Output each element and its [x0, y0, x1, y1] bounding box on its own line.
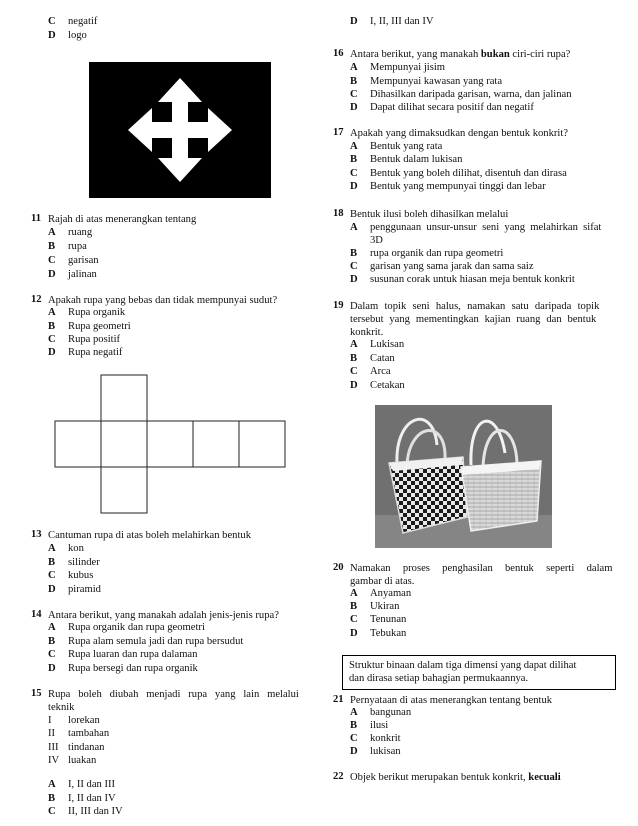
question-text: Cantuman rupa di atas boleh melahirkan bentuk	[48, 530, 251, 541]
option-letter: A	[48, 779, 56, 790]
option-letter: B	[48, 241, 56, 252]
statement-line: dan dirasa setiap bahagian permukaannya.	[349, 673, 529, 684]
option-letter: C	[48, 16, 56, 27]
option-letter: B	[350, 248, 358, 259]
option-letter: B	[350, 601, 358, 612]
option-letter: B	[350, 154, 358, 165]
option-letter: C	[350, 614, 358, 625]
option-letter: D	[350, 16, 358, 27]
option-text: Catan	[370, 353, 395, 364]
option-letter: B	[48, 793, 56, 804]
option-text: lukisan	[370, 746, 401, 757]
option-text: penggunaan unsur-unsur seni yang melahirkan sifat	[370, 222, 602, 233]
woven-baskets-photo	[375, 405, 552, 548]
option-letter: C	[350, 261, 358, 272]
option-text: Cetakan	[370, 380, 405, 391]
option-letter: D	[48, 584, 56, 595]
option-letter: D	[350, 380, 358, 391]
option-letter: B	[48, 321, 56, 332]
cube-net-diagram	[54, 374, 286, 514]
option-text: Bentuk yang mempunyai tinggi dan lebar	[370, 181, 546, 192]
question-text: Bentuk ilusi boleh dihasilkan melalui	[350, 209, 509, 220]
option-text: Mempunyai kawasan yang rata	[370, 76, 503, 87]
option-text: Rupa organik dan rupa geometri	[68, 622, 205, 633]
question-number: 12	[31, 294, 42, 305]
option-letter: A	[48, 307, 56, 318]
option-letter: B	[350, 720, 358, 731]
option-text: jalinan	[68, 269, 97, 280]
option-text: garisan	[68, 255, 99, 266]
option-text: I, II dan IV	[68, 793, 116, 804]
option-text: Ukiran	[370, 601, 400, 612]
question-number: 11	[31, 213, 42, 224]
option-text: Rupa positif	[68, 334, 121, 345]
option-letter: C	[48, 806, 56, 817]
roman-numeral: III	[48, 742, 59, 753]
option-text: I, II, III dan IV	[370, 16, 434, 27]
option-letter: A	[350, 62, 358, 73]
question-text: Rupa boleh diubah menjadi rupa yang lain melalui	[48, 689, 299, 700]
statement-box	[342, 655, 616, 690]
option-letter: D	[48, 347, 56, 358]
option-letter: A	[350, 222, 358, 233]
option-text: Dapat dilihat secara positif dan negatif	[370, 102, 534, 113]
option-text: konkrit	[370, 733, 401, 744]
question-text: Objek berikut merupakan bentuk konkrit, kecuali	[350, 772, 561, 783]
option-letter: D	[350, 746, 358, 757]
option-letter: C	[350, 89, 358, 100]
roman-item: tambahan	[68, 728, 110, 739]
option-letter: A	[48, 543, 56, 554]
four-way-arrow-icon	[89, 62, 271, 198]
roman-numeral: I	[48, 715, 52, 726]
option-letter: D	[350, 181, 358, 192]
question-text: Namakan proses penghasilan bentuk seperti dalam	[350, 563, 613, 574]
option-text: 3D	[370, 235, 383, 246]
question-number: 21	[333, 694, 344, 705]
option-text: I, II dan III	[68, 779, 116, 790]
question-text: Apakah yang dimaksudkan dengan bentuk konkrit?	[350, 128, 568, 139]
option-letter: A	[350, 141, 358, 152]
option-letter: C	[350, 366, 358, 377]
option-text: piramid	[68, 584, 101, 595]
option-letter: A	[350, 707, 358, 718]
option-letter: C	[48, 255, 56, 266]
option-text: Rupa luaran dan rupa dalaman	[68, 649, 198, 660]
option-text: susunan corak untuk hiasan meja bentuk konkrit	[370, 274, 575, 285]
question-number: 16	[333, 48, 344, 59]
roman-item: tindanan	[68, 742, 105, 753]
option-letter: C	[48, 570, 56, 581]
question-number: 15	[31, 688, 42, 699]
option-letter: C	[48, 649, 56, 660]
option-letter: C	[350, 733, 358, 744]
option-letter: B	[350, 76, 358, 87]
option-text: Tenunan	[370, 614, 407, 625]
option-text: Dihasilkan daripada garisan, warna, dan jalinan	[370, 89, 572, 100]
option-text: silinder	[68, 557, 100, 568]
option-text: kubus	[68, 570, 94, 581]
option-letter: C	[48, 334, 56, 345]
option-letter: A	[48, 227, 56, 238]
option-text: Rupa organik	[68, 307, 126, 318]
question-text: konkrit.	[350, 327, 384, 338]
question-number: 18	[333, 208, 344, 219]
option-letter: B	[350, 353, 358, 364]
option-text: kon	[68, 543, 84, 554]
question-number: 13	[31, 529, 42, 540]
roman-item: lorekan	[68, 715, 100, 726]
option-letter: D	[350, 274, 358, 285]
option-text: Rupa bersegi dan rupa organik	[68, 663, 198, 674]
roman-item: luakan	[68, 755, 97, 766]
option-letter: C	[350, 168, 358, 179]
option-text: Bentuk yang rata	[370, 141, 443, 152]
question-text: Apakah rupa yang bebas dan tidak mempunyai sudut?	[48, 295, 278, 306]
option-text: II, III dan IV	[68, 806, 123, 817]
option-letter: B	[48, 557, 56, 568]
option-letter: A	[48, 622, 56, 633]
option-text: Rupa negatif	[68, 347, 123, 358]
option-letter: B	[48, 636, 56, 647]
question-number: 19	[333, 300, 344, 311]
option-text: ruang	[68, 227, 93, 238]
option-text: rupa organik dan rupa geometri	[370, 248, 504, 259]
question-text: Antara berikut, yang manakah bukan ciri-ciri rupa?	[350, 49, 571, 60]
option-letter: D	[350, 628, 358, 639]
emphasis-text: bukan	[480, 49, 510, 60]
option-text: Tebukan	[370, 628, 407, 639]
option-text: rupa	[68, 241, 87, 252]
roman-numeral: II	[48, 728, 56, 739]
option-text: Rupa alam semula jadi dan rupa bersudut	[68, 636, 244, 647]
question-text: Antara berikut, yang manakah adalah jenis-jenis rupa?	[48, 610, 279, 621]
question-text: tersebut yang mementingkan kajian ruang dan bentuk	[350, 314, 597, 325]
option-text: negatif	[68, 16, 98, 27]
option-text: logo	[68, 30, 87, 41]
option-letter: D	[48, 269, 56, 280]
option-text: Arca	[370, 366, 391, 377]
question-text: Pernyataan di atas menerangkan tentang bentuk	[350, 695, 553, 706]
option-text: Lukisan	[370, 339, 405, 350]
option-letter: D	[48, 30, 56, 41]
option-letter: D	[350, 102, 358, 113]
option-text: Bentuk dalam lukisan	[370, 154, 463, 165]
option-letter: A	[350, 588, 358, 599]
question-text: Rajah di atas menerangkan tentang	[48, 214, 197, 225]
option-text: garisan yang sama jarak dan sama saiz	[370, 261, 534, 272]
question-number: 14	[31, 609, 42, 620]
question-number: 22	[333, 771, 344, 782]
option-text: Bentuk yang boleh dilihat, disentuh dan dirasa	[370, 168, 567, 179]
option-text: bangunan	[370, 707, 412, 718]
emphasis-text: kecuali	[528, 772, 561, 783]
statement-line: Struktur binaan dalam tiga dimensi yang dapat dilihat	[349, 660, 577, 671]
question-number: 20	[333, 562, 344, 573]
question-text: Dalam topik seni halus, namakan satu daripada topik	[350, 301, 600, 312]
option-text: Mempunyai jisim	[370, 62, 446, 73]
option-letter: A	[350, 339, 358, 350]
option-text: Anyaman	[370, 588, 412, 599]
question-text: gambar di atas.	[350, 576, 415, 587]
option-text: Rupa geometri	[68, 321, 131, 332]
option-text: ilusi	[370, 720, 389, 731]
option-letter: D	[48, 663, 56, 674]
question-number: 17	[333, 127, 344, 138]
roman-numeral: IV	[48, 755, 60, 766]
question-text: teknik	[48, 702, 75, 713]
